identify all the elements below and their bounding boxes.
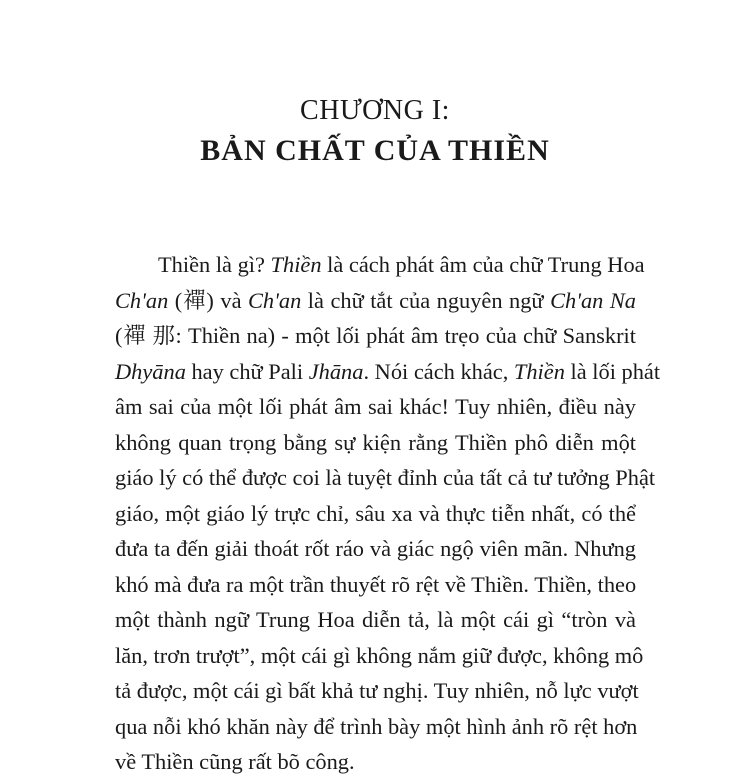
italic-term: Dhyāna bbox=[115, 358, 186, 384]
text-run: âm sai của một lối phát âm sai khác! Tuy nhiên, điều này bbox=[115, 394, 636, 419]
text-run: là chữ tắt của nguyên ngữ bbox=[301, 287, 551, 313]
text-run: đưa ta đến giải thoát rốt ráo và giác ngộ viên mãn. Nhưng bbox=[115, 536, 636, 561]
text-run: . Nói cách khác, bbox=[363, 358, 514, 384]
italic-term: Thiền bbox=[513, 358, 565, 384]
italic-term: Thiền bbox=[270, 252, 322, 277]
text-line bbox=[115, 531, 636, 567]
text-run: qua nỗi khó khăn này để trình bày một hình ảnh rõ rệt hơn bbox=[115, 713, 638, 739]
text-run: khó mà đưa ra một trần thuyết rõ rệt về Thiền. Thiền, theo bbox=[115, 571, 637, 597]
italic-term: Ch'an bbox=[115, 287, 169, 313]
text-line bbox=[115, 247, 645, 283]
text-run: (禪) và bbox=[168, 287, 248, 313]
text-run: là lối phát bbox=[564, 358, 661, 384]
chapter-title: BẢN CHẤT CỦA THIỀN bbox=[200, 134, 550, 167]
chapter-label: CHƯƠNG I: bbox=[300, 95, 450, 126]
text-line bbox=[115, 496, 636, 532]
italic-term: Ch'an Na bbox=[550, 287, 636, 313]
text-line bbox=[115, 744, 636, 780]
text-line bbox=[115, 318, 636, 354]
text-line bbox=[115, 283, 636, 319]
italic-term: Jhāna bbox=[308, 358, 364, 384]
text-run: giáo lý có thể được coi là tuyệt đỉnh của tất cả tư tưởng Phật bbox=[115, 465, 656, 490]
text-line bbox=[115, 709, 636, 745]
text-run: Thiền là gì? bbox=[158, 252, 271, 277]
text-run: (禪 那: Thiền na) - một lối phát âm trẹo của chữ Sanskrit bbox=[115, 323, 636, 348]
text-run: hay chữ Pali bbox=[185, 358, 309, 384]
text-run: giáo, một giáo lý trực chỉ, sâu xa và thực tiễn nhất, có thể bbox=[115, 500, 636, 526]
text-line bbox=[115, 460, 656, 496]
body-paragraph bbox=[115, 247, 661, 780]
text-line bbox=[115, 389, 636, 425]
text-line bbox=[115, 567, 636, 603]
text-line bbox=[115, 602, 636, 638]
text-run: tả được, một cái gì bất khả tư nghị. Tuy nhiên, nỗ lực vượt bbox=[115, 678, 639, 703]
text-run: là cách phát âm của chữ Trung Hoa bbox=[321, 252, 645, 277]
text-line bbox=[115, 425, 636, 461]
text-run: về Thiền cũng rất bõ công. bbox=[115, 749, 355, 774]
text-run: không quan trọng bằng sự kiện rằng Thiền phô diễn một bbox=[115, 429, 636, 455]
text-line bbox=[115, 673, 639, 709]
text-run: lăn, trơn trượt”, một cái gì không nắm giữ được, không mô bbox=[115, 642, 644, 668]
text-run: một thành ngữ Trung Hoa diễn tả, là một cái gì “tròn và bbox=[115, 607, 636, 632]
text-line bbox=[115, 354, 661, 390]
text-line bbox=[115, 638, 644, 674]
italic-term: Ch'an bbox=[248, 287, 302, 313]
